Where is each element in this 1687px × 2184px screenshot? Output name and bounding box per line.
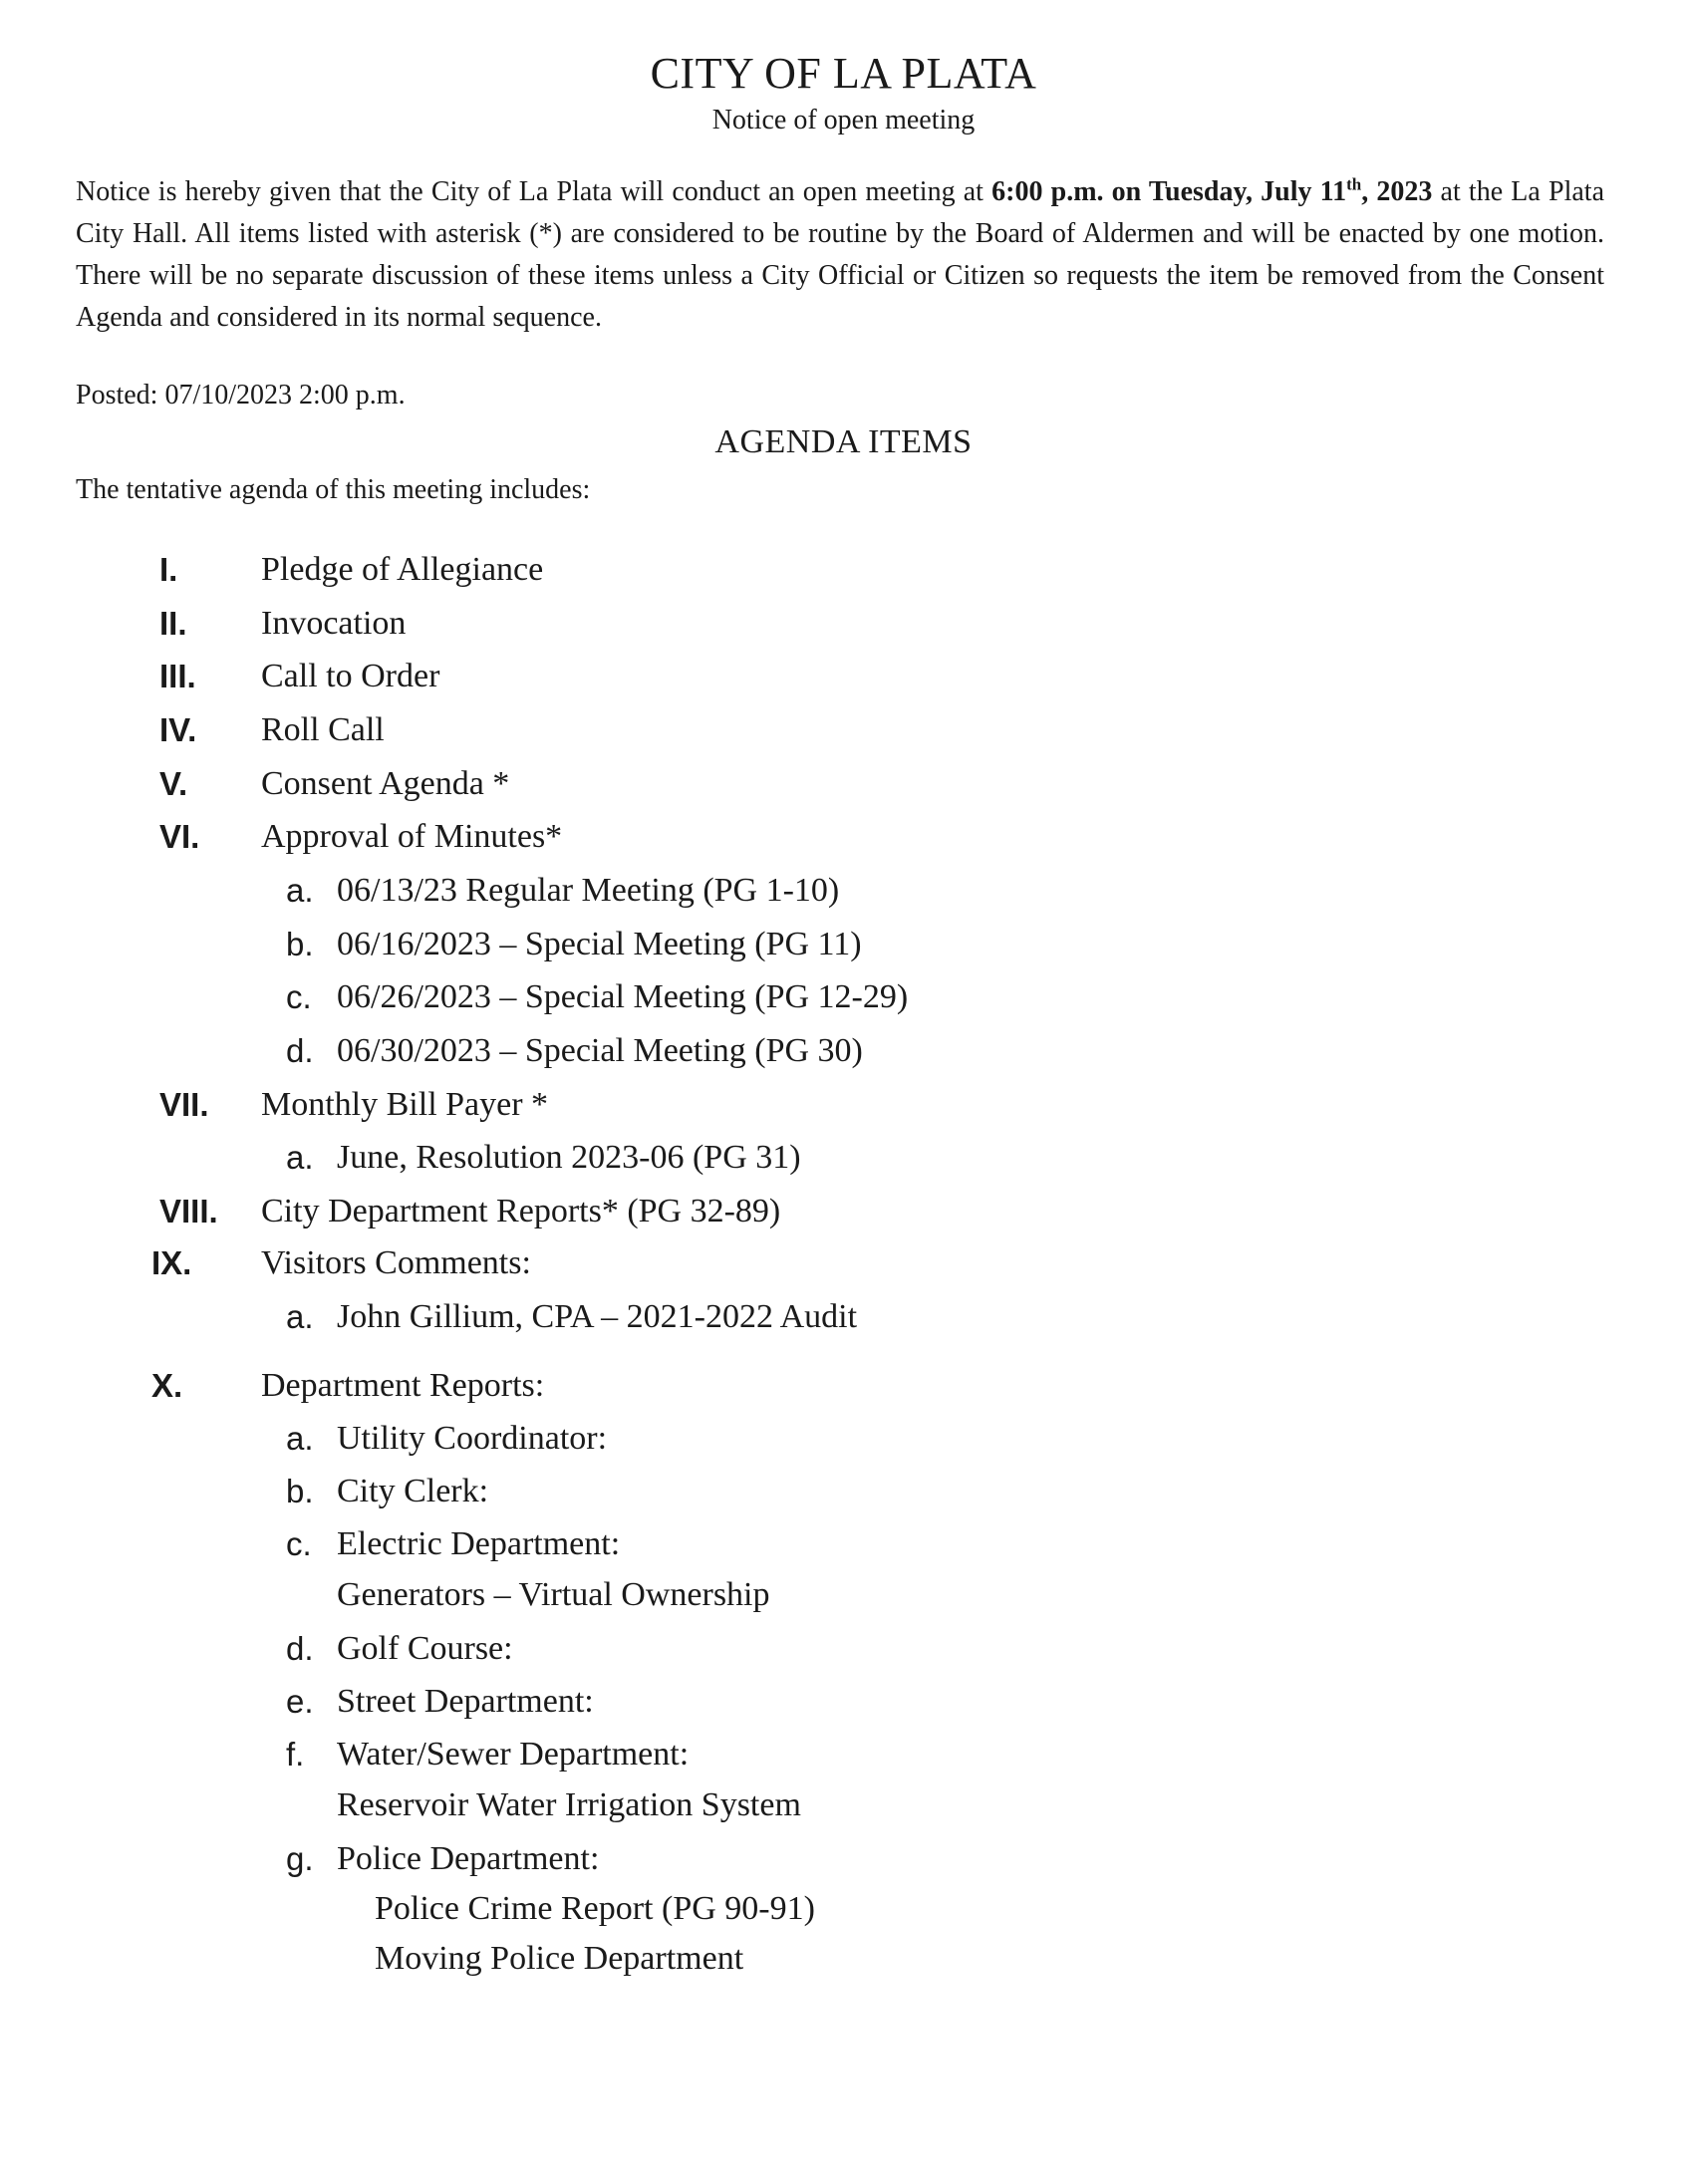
sub-item-label: 06/16/2023 – Special Meeting (PG 11) <box>337 926 862 962</box>
agenda-item-label: Monthly Bill Payer * <box>261 1086 549 1123</box>
sub-item-letter: d. <box>286 1630 314 1667</box>
notice-text-2: at the La Plata City Hall. All items listed with asterisk (*) are considered to be routine by the Board of Aldermen and will be enacted by one motion. There will be no separate discussion of these items unless a City Official or Citizen so requests the item be removed from the Consent Agenda and considered in its normal sequence. <box>76 176 1604 333</box>
agenda-item-label: Department Reports: <box>261 1367 545 1404</box>
agenda-item-number: V. <box>159 765 188 802</box>
agenda-item-number: IX. <box>151 1244 192 1281</box>
sub-item-label: Golf Course: <box>337 1630 513 1667</box>
page-subtitle: Notice of open meeting <box>711 105 976 136</box>
sub-item-letter: f. <box>286 1736 305 1773</box>
sub-item-label: 06/30/2023 – Special Meeting (PG 30) <box>337 1032 863 1069</box>
agenda-item-label: Roll Call <box>261 711 385 748</box>
sub-item-label: June, Resolution 2023-06 (PG 31) <box>337 1139 801 1176</box>
notice-paragraph <box>76 171 1604 339</box>
sub-item-label: City Clerk: <box>337 1473 489 1509</box>
sub-item-label: 06/26/2023 – Special Meeting (PG 12-29) <box>337 978 909 1015</box>
sub-item-label: 06/13/23 Regular Meeting (PG 1-10) <box>337 872 840 909</box>
sub-item-letter: g. <box>286 1840 314 1877</box>
agenda-item-number: III. <box>159 658 196 694</box>
agenda-item-number: I. <box>159 551 178 588</box>
agenda-item-label: Visitors Comments: <box>261 1244 531 1281</box>
agenda-item-number: IV. <box>159 711 197 748</box>
sub-item-letter: b. <box>286 926 314 962</box>
agenda-item-number: II. <box>159 605 187 642</box>
sub-item-detail: Police Crime Report (PG 90-91) <box>375 1890 815 1927</box>
sub-item-label: Utility Coordinator: <box>337 1420 608 1457</box>
agenda-item-label: Invocation <box>261 605 407 642</box>
agenda-item-label: City Department Reports* (PG 32-89) <box>261 1193 781 1229</box>
sub-item-label: Water/Sewer Department: <box>337 1736 690 1773</box>
meeting-time: 6:00 p.m. on Tuesday, July 11 <box>991 176 1347 207</box>
sub-item-letter: a. <box>286 1420 314 1457</box>
sub-item-label: John Gillium, CPA – 2021-2022 Audit <box>337 1298 858 1335</box>
posted-date: Posted: 07/10/2023 2:00 p.m. <box>76 380 406 410</box>
sub-item-letter: a. <box>286 1139 314 1176</box>
sub-item-letter: e. <box>286 1683 314 1720</box>
agenda-item-number: VI. <box>159 818 200 855</box>
sub-item-detail: Moving Police Department <box>375 1940 744 1977</box>
sub-item-detail: Reservoir Water Irrigation System <box>337 1786 801 1823</box>
agenda-item-number: VIII. <box>159 1193 218 1229</box>
date-ordinal: th <box>1346 174 1362 194</box>
sub-item-letter: a. <box>286 872 314 909</box>
agenda-item-label: Call to Order <box>261 658 440 694</box>
sub-item-letter: c. <box>286 978 312 1015</box>
agenda-item-number: X. <box>151 1367 183 1404</box>
agenda-item-label: Approval of Minutes* <box>261 818 563 855</box>
sub-item-label: Police Department: <box>337 1840 600 1877</box>
sub-item-letter: d. <box>286 1032 314 1069</box>
sub-item-label: Street Department: <box>337 1683 594 1720</box>
sub-item-label: Electric Department: <box>337 1525 621 1562</box>
sub-item-letter: c. <box>286 1525 312 1562</box>
agenda-item-label: Consent Agenda * <box>261 765 510 802</box>
meeting-year: , 2023 <box>1361 176 1433 207</box>
sub-item-letter: b. <box>286 1473 314 1509</box>
agenda-item-label: Pledge of Allegiance <box>261 551 544 588</box>
agenda-heading: AGENDA ITEMS <box>714 423 973 460</box>
sub-item-detail: Generators – Virtual Ownership <box>337 1576 770 1613</box>
notice-text-1: Notice is hereby given that the City of La Plata will conduct an open meeting at <box>76 176 992 207</box>
agenda-intro: The tentative agenda of this meeting includes: <box>76 474 591 505</box>
page-title: CITY OF LA PLATA <box>650 49 1037 98</box>
sub-item-letter: a. <box>286 1298 314 1335</box>
agenda-item-number: VII. <box>159 1086 209 1123</box>
meeting-datetime <box>991 176 1432 207</box>
